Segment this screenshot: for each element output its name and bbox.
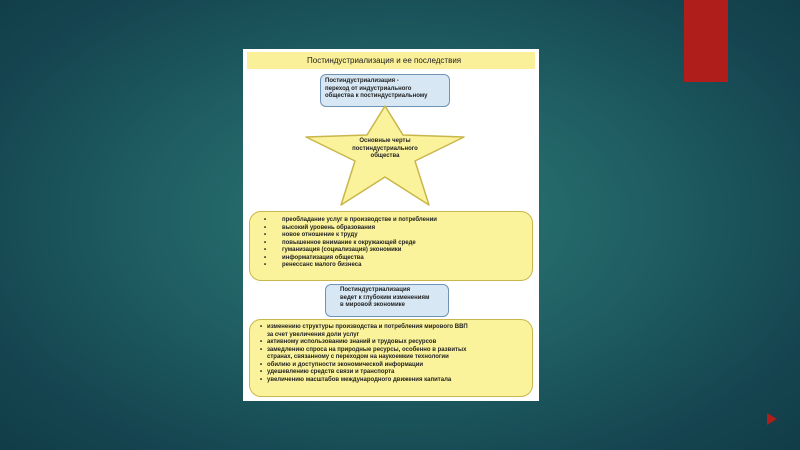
list-item: • увеличению масштабов международного движения капитала xyxy=(260,376,452,383)
features-star xyxy=(303,105,467,207)
play-arrow-icon[interactable] xyxy=(767,413,777,425)
consequence-line: Постиндустриализация xyxy=(340,287,411,293)
bullet-icon: • xyxy=(260,339,263,345)
definition-line: Постиндустриализация - xyxy=(325,78,399,84)
list-item: • преобладание услуг в производстве и потреблении xyxy=(264,217,437,223)
consequence-line: ведет к глубоким изменениям xyxy=(340,294,430,301)
list-item: • обилию и доступности экономической информации xyxy=(260,361,424,368)
list-item: • удешевлению средств связи и транспорта xyxy=(260,369,395,375)
star-label-line: общества xyxy=(370,153,400,159)
star-label-line: постиндустриального xyxy=(352,145,418,152)
definition-line: общества к постиндустриальному xyxy=(325,93,428,99)
bullet-icon: • xyxy=(264,217,267,223)
list-item: • высокий уровень образования xyxy=(264,224,376,231)
slide-title: Постиндустриализация и ее последствия xyxy=(247,52,535,69)
list-item: • новое отношение к труду xyxy=(264,232,358,238)
star-label xyxy=(303,138,467,161)
bullet-icon: • xyxy=(264,232,267,238)
list-item: • повышенное внимание к окружающей среде xyxy=(264,239,416,246)
bullet-icon: • xyxy=(260,369,263,375)
bullet-icon: • xyxy=(264,262,267,268)
list-item: • ренессанс малого бизнеса xyxy=(264,262,362,268)
definition-line: переход от индустриального xyxy=(325,85,412,92)
bullet-icon: • xyxy=(264,247,267,253)
changes-list xyxy=(260,324,526,384)
star-label-line: Основные черты xyxy=(359,138,411,144)
bullet-icon: • xyxy=(264,239,267,246)
list-item: • гуманизация (социализация) экономики xyxy=(264,247,402,253)
consequence-box xyxy=(325,284,449,317)
definition-box xyxy=(320,74,450,107)
consequence-line: в мировой экономике xyxy=(340,302,406,308)
features-list-box xyxy=(249,211,533,281)
list-item: • замедлению спроса на природные ресурсы, особенно в развитых странах, связанному с переходом на наукоемкие технологии xyxy=(260,346,467,360)
bullet-icon: • xyxy=(260,346,263,353)
bullet-icon: • xyxy=(264,224,267,231)
red-accent-tab xyxy=(684,0,728,82)
features-list xyxy=(264,217,526,270)
list-item: • информатизация общества xyxy=(264,254,364,261)
bullet-icon: • xyxy=(260,376,263,383)
list-item: • активному использованию знаний и трудовых ресурсов xyxy=(260,339,437,345)
bullet-icon: • xyxy=(264,254,267,261)
slide-image xyxy=(243,49,539,401)
bullet-icon: • xyxy=(260,361,263,368)
bullet-icon: • xyxy=(260,324,263,330)
list-item: • изменению структуры производства и потребления мирового ВВП за счет увеличения доли услуг xyxy=(260,324,468,338)
changes-list-box xyxy=(249,319,533,397)
